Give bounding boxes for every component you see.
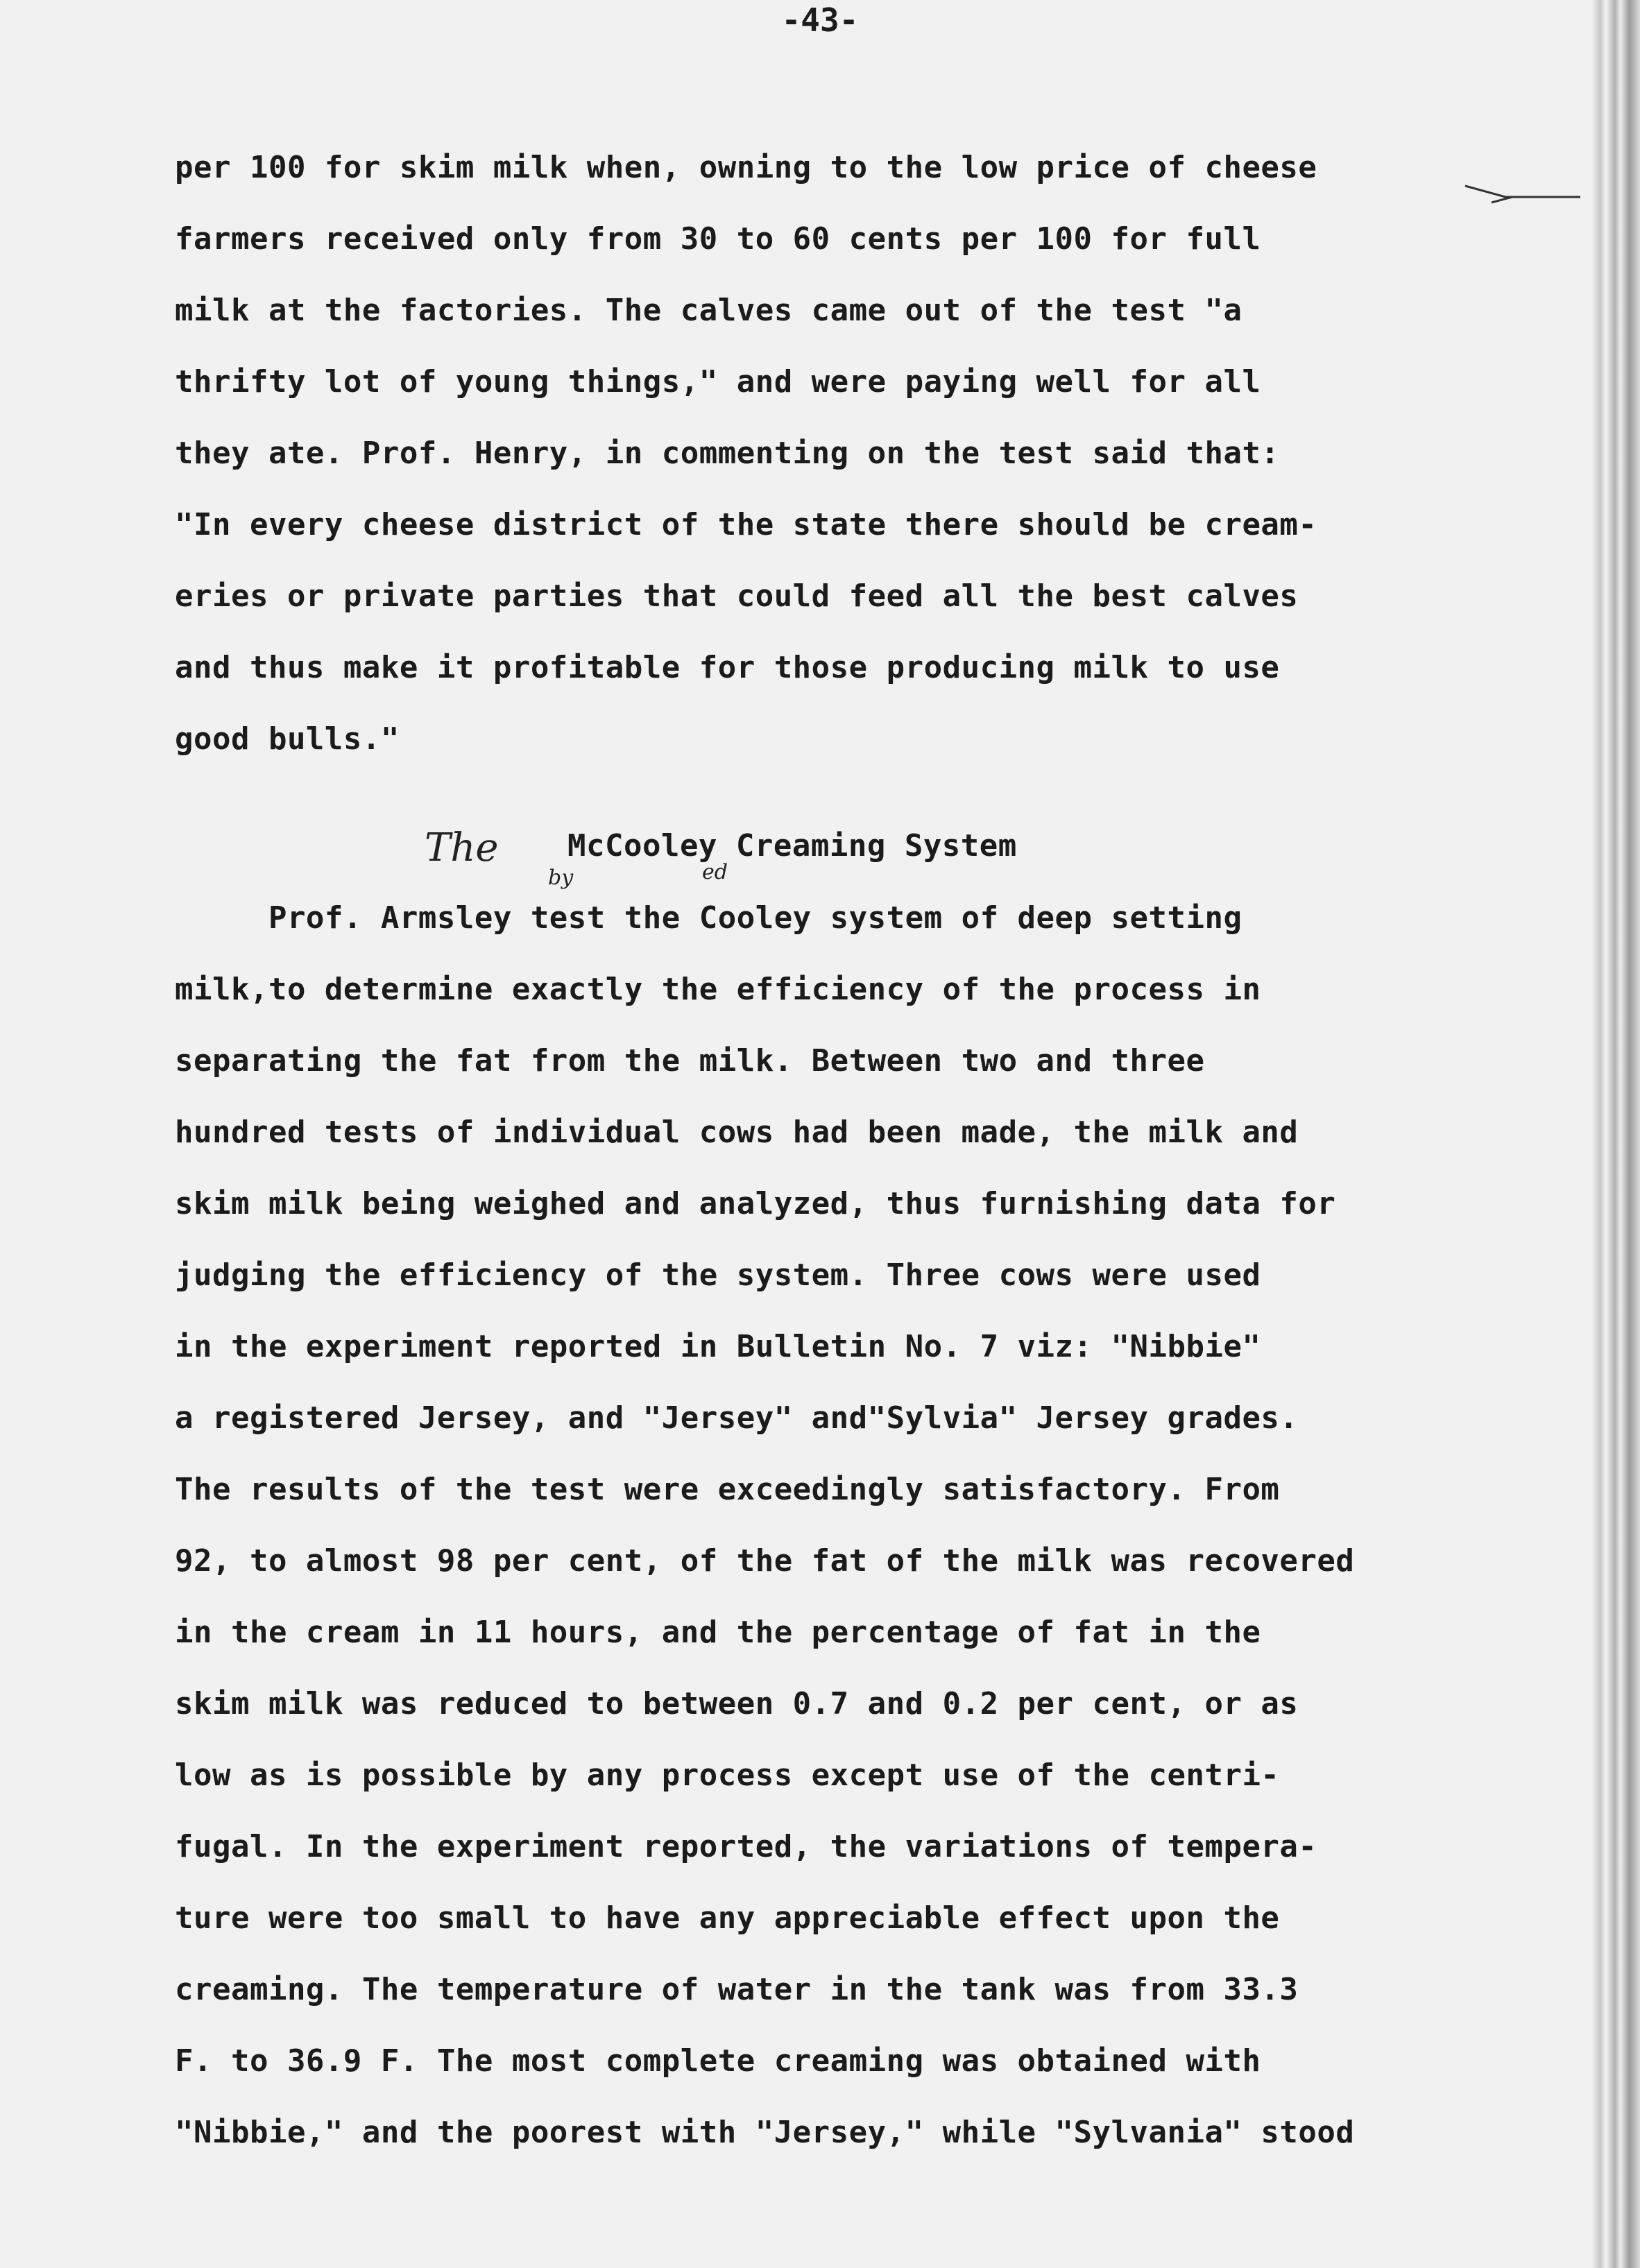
handwritten-by: by [548, 866, 574, 890]
text-line: fugal. In the experiment reported, the variations of tempera- [175, 1829, 1317, 1864]
text-line: "Nibbie," and the poorest with "Jersey," while "Sylvania" stood [175, 2115, 1355, 2150]
text-line: farmers received only from 30 to 60 cents per 100 for full [175, 221, 1261, 257]
paragraph-1 [175, 132, 1493, 775]
text-line: milk at the factories. The calves came out of the test "a [175, 293, 1242, 328]
text-line: per 100 for skim milk when, owning to the low price of cheese [175, 150, 1317, 185]
text-line: eries or private parties that could feed all the best calves [175, 578, 1299, 614]
text-line: F. to 36.9 F. The most complete creaming was obtained with [175, 2043, 1261, 2079]
handwritten-ed: ed [702, 860, 728, 884]
page-number: -43- [781, 1, 859, 39]
text-line: thrifty lot of young things," and were paying well for all [175, 364, 1261, 400]
text-line: Prof. Armsley test the Cooley system of deep setting [175, 900, 1242, 936]
text-line: judging the efficiency of the system. Three cows were used [175, 1257, 1261, 1293]
handwritten-the: The [425, 825, 499, 870]
text-line: and thus make it profitable for those producing milk to use [175, 650, 1280, 685]
text-line: in the experiment reported in Bulletin No. 7 viz: "Nibbie" [175, 1329, 1261, 1364]
paragraph-2 [175, 882, 1493, 2168]
page-binding-edge [1591, 0, 1640, 2268]
text-line: The results of the test were exceedingly satisfactory. From [175, 1472, 1280, 1507]
text-line: skim milk was reduced to between 0.7 and 0.2 per cent, or as [175, 1686, 1299, 1721]
text-line: creaming. The temperature of water in the tank was from 33.3 [175, 1972, 1299, 2007]
text-line: good bulls." [175, 721, 400, 757]
text-line: "In every cheese district of the state there should be cream- [175, 507, 1317, 542]
text-line: skim milk being weighed and analyzed, thus furnishing data for [175, 1186, 1336, 1221]
text-line: ture were too small to have any appreciable effect upon the [175, 1900, 1280, 1936]
text-line: low as is possible by any process except use of the centri- [175, 1758, 1280, 1793]
text-line: in the cream in 11 hours, and the percentage of fat in the [175, 1615, 1261, 1650]
text-line: separating the fat from the milk. Between two and three [175, 1043, 1205, 1079]
text-line: hundred tests of individual cows had been made, the milk and [175, 1115, 1299, 1150]
section-heading: McCooley Creaming System [567, 828, 1017, 864]
text-line: 92, to almost 98 per cent, of the fat of the milk was recovered [175, 1543, 1355, 1579]
text-line: they ate. Prof. Henry, in commenting on the test said that: [175, 436, 1280, 471]
text-line: a registered Jersey, and "Jersey" and"Sylvia" Jersey grades. [175, 1400, 1299, 1436]
text-line: milk,to determine exactly the efficiency of the process in [175, 972, 1261, 1007]
